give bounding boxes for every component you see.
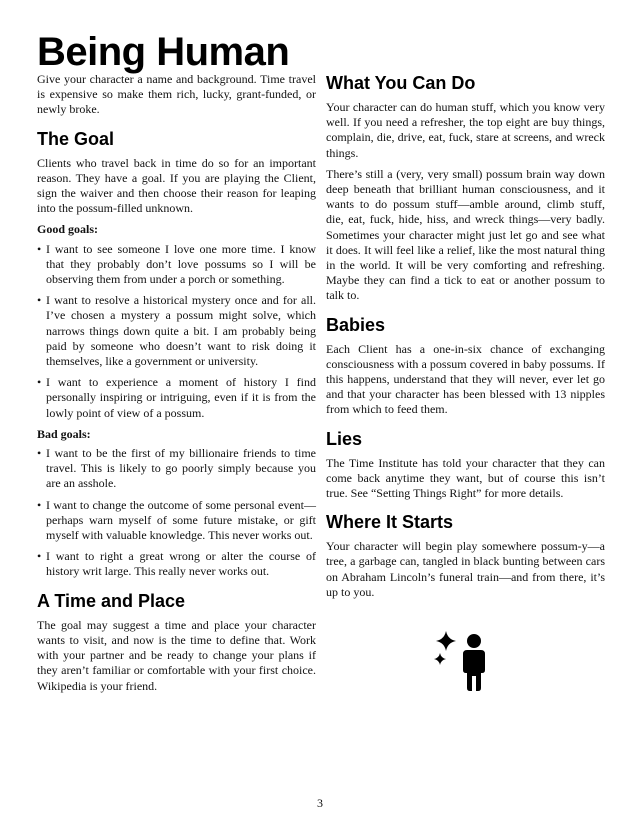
lies-heading: Lies <box>326 428 363 449</box>
bad-goal-text: I want to right a great wrong or alter the course of history writ large. This really never works out. <box>46 549 316 579</box>
bullet-icon: • <box>37 446 42 461</box>
good-goal-item <box>37 375 316 421</box>
bullet-icon: • <box>37 293 42 308</box>
what-you-can-do-paragraph-2: There’s still a (very, very small) possum brain way down deep beneath that brilliant human consciousness, and it wants to do possum stuff—amble around, climb stuff, die, eat, fuck, hide, hiss, and wreck things—very badly. Sometimes your character might just let go and see what it does. It will feel like a relief, like the most natural thing in the world. It will be very comforting and refreshing. Maybe they can find a tick to eat or another possum to talk to. <box>326 166 605 303</box>
babies-heading: Babies <box>326 314 386 335</box>
sparkling-person-svg <box>432 628 496 692</box>
person-head-icon <box>467 634 481 648</box>
sparkling-person-icon <box>432 628 496 692</box>
page-title: Being Human <box>37 30 290 74</box>
lies-paragraph: The Time Institute has told your character that they can come back anytime they want, but of course this isn’t true. See “Setting Things Right” for more details. <box>326 455 605 501</box>
bad-goal-item <box>37 446 316 492</box>
left-column <box>37 72 316 700</box>
what-you-can-do-paragraph-1: Your character can do human stuff, which you know very well. If you need a refresher, the top eight are buy things, complain, die, drive, eat, fuck, stare at screens, and wreck things. <box>326 100 605 160</box>
bad-goal-item <box>37 549 316 579</box>
good-goal-text: I want to resolve a historical mystery once and for all. I’ve chosen a mystery a possum might solve, which narrows things down quite a bit. I am probably being paid by someone who doesn’t want to risk doing it themselves, like a government or university. <box>46 293 316 369</box>
good-goal-text: I want to experience a moment of history I find personally inspiring or intriguing, even if it is from the lowly point of view of a possum. <box>46 375 316 420</box>
small-sparkle-icon <box>434 653 446 665</box>
good-goal-text: I want to see someone I love one more time. I know that they probably don’t love possums so I will be observing them from under a porch or something. <box>46 241 316 287</box>
where-it-starts-paragraph: Your character will begin play somewhere possum-y—a tree, a garbage can, tangled in black bunting between cars on Abraham Lincoln’s funeral train—and from there, it’s up to you. <box>326 539 605 599</box>
good-goals-label: Good goals: <box>37 222 99 237</box>
good-goal-item <box>37 293 316 369</box>
good-goal-item <box>37 242 316 288</box>
intro-paragraph: Give your character a name and background. Time travel is expensive so make them rich, lucky, grant-funded, or newly broke. <box>37 72 316 117</box>
what-you-can-do-heading: What You Can Do <box>326 73 476 93</box>
bullet-icon: • <box>37 497 42 512</box>
good-goals-list <box>37 242 316 421</box>
babies-paragraph: Each Client has a one-in-six chance of exchanging consciousness with a possum covered in baby possums. If this happens, understand that they will never, ever let go and that your character has been blessed with 13 nipples from which to feed them. <box>326 341 605 417</box>
time-and-place-paragraph: The goal may suggest a time and place your character wants to visit, and now is the time to define that. Work with your partner and be ready to change your plans if they aren’t familiar or comfortable with your first choice. Wikipedia is your friend. <box>37 617 316 693</box>
person-body-icon <box>463 650 485 691</box>
bullet-icon: • <box>37 375 42 390</box>
bad-goal-text: I want to be the first of my billionaire friends to time travel. This is likely to go poorly simply because you are an asshole. <box>46 446 316 491</box>
large-sparkle-icon <box>436 631 456 651</box>
bullet-icon: • <box>37 549 42 564</box>
the-goal-paragraph: Clients who travel back in time do so for an important reason. They have a goal. If you are playing the Client, sign the waiver and then choose their reason for leaping into the possum-filled unknown. <box>37 155 316 216</box>
bad-goal-text: I want to change the outcome of some personal event—perhaps warn myself of some future mistake, or gift myself with valuable knowledge. This never works out. <box>46 497 316 543</box>
the-goal-heading: The Goal <box>37 128 115 149</box>
bad-goals-label: Bad goals: <box>37 426 91 441</box>
where-it-starts-heading: Where It Starts <box>326 512 454 533</box>
time-and-place-heading: A Time and Place <box>37 590 186 611</box>
page-number: 3 <box>317 796 323 810</box>
bullet-icon: • <box>37 241 42 256</box>
bad-goal-item <box>37 498 316 544</box>
bad-goals-list <box>37 446 316 580</box>
right-column <box>326 72 605 606</box>
